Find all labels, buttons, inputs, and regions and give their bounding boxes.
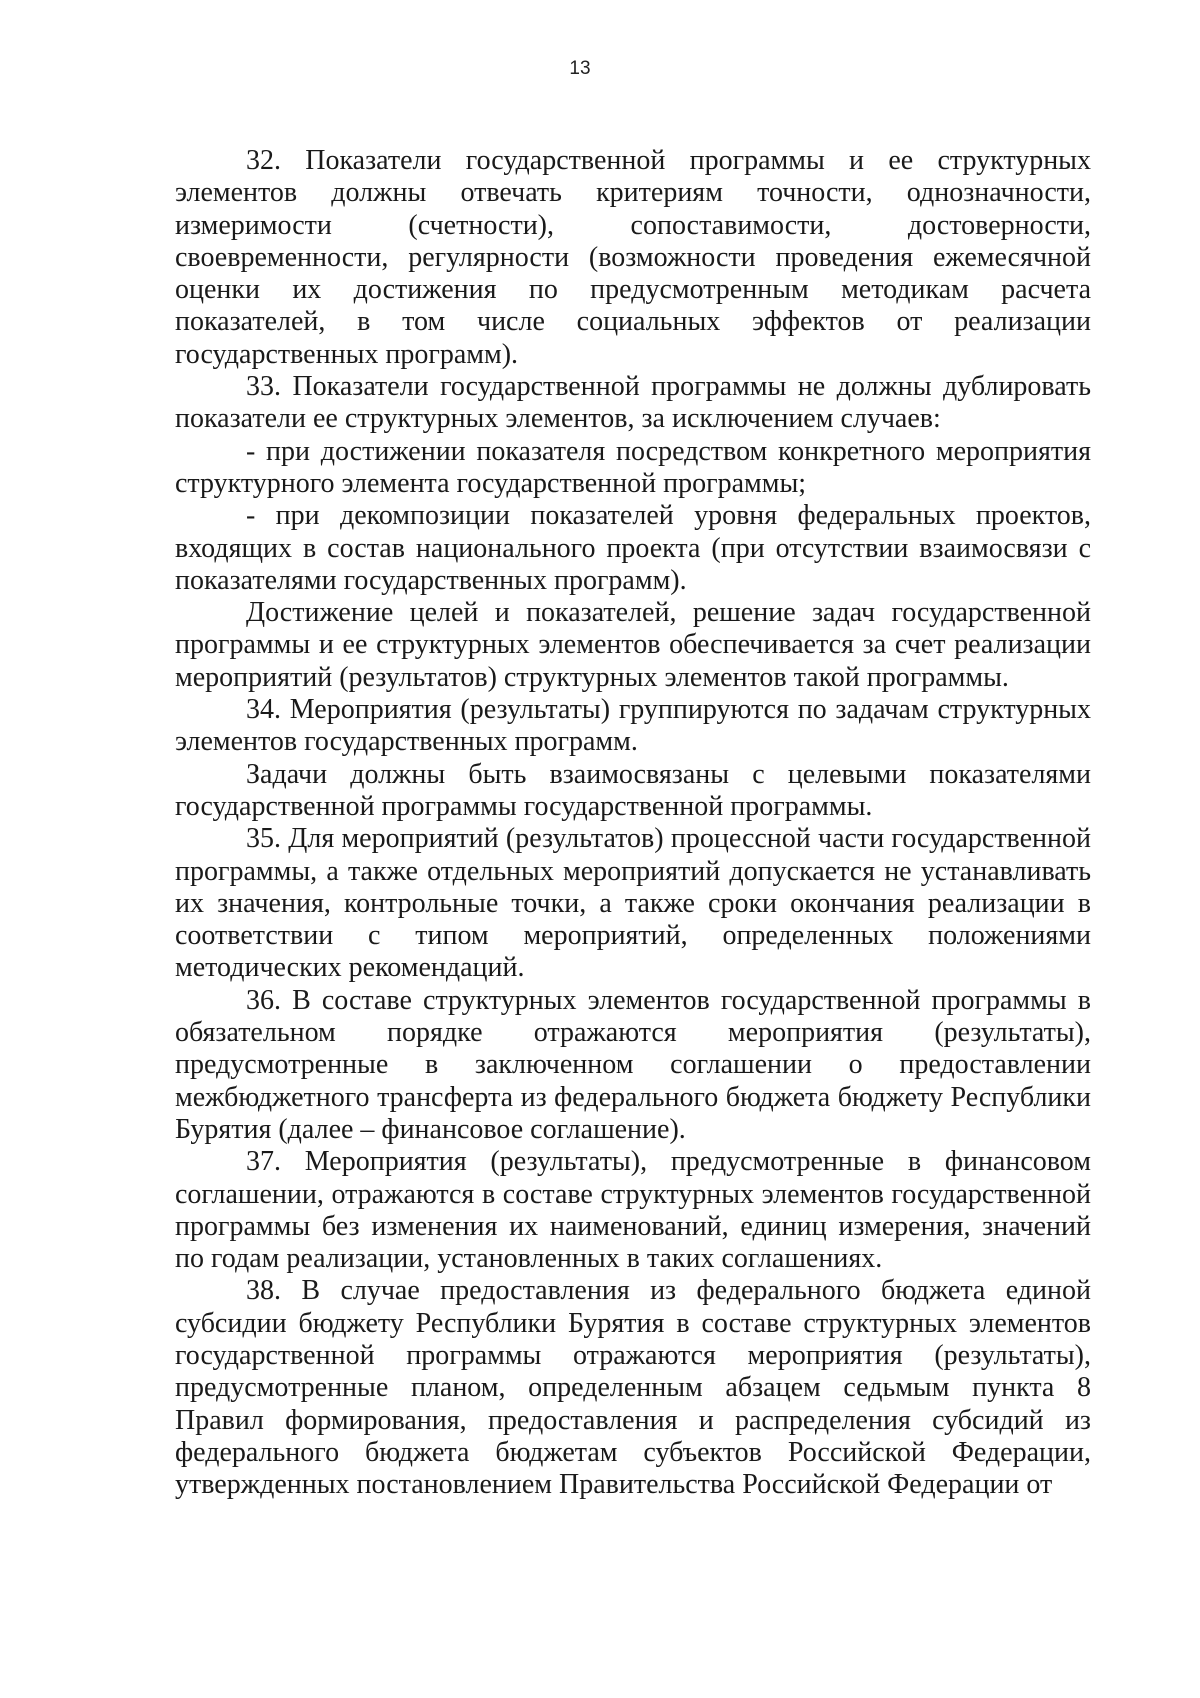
paragraph-34: 34. Мероприятия (результаты) группируются по задачам структурных элементов государственных программ. — [175, 694, 1091, 758]
paragraph-32: 32. Показатели государственной программы и ее структурных элементов должны отвечать критериям точности, однозначности, измеримости (счетности), сопоставимости, достоверности, своевременности, регулярности (возможности проведения ежемесячной оценки их достижения по предусмотренным методикам расчета показателей, в том числе социальных эффектов от реализации государственных программ). — [175, 145, 1091, 370]
paragraph-33-note: Достижение целей и показателей, решение задач государственной программы и ее структурных элементов обеспечивается за счет реализации мероприятий (результатов) структурных элементов такой программы. — [175, 597, 1091, 693]
paragraph-34-note: Задачи должны быть взаимосвязаны с целевыми показателями государственной программы государственной программы. — [175, 758, 1091, 822]
paragraph-33-item-2: - при декомпозиции показателей уровня федеральных проектов, входящих в состав национального проекта (при отсутствии взаимосвязи с показателями государственных программ). — [175, 500, 1091, 596]
page-number: 13 — [569, 58, 591, 79]
paragraph-35: 35. Для мероприятий (результатов) процессной части государственной программы, а также отдельных мероприятий допускается не устанавливать их значения, контрольные точки, а также сроки окончания реализации в соответствии с типом мероприятий, определенных положениями методических рекомендаций. — [175, 823, 1091, 984]
document-body — [175, 145, 1091, 1501]
paragraph-33-item-1: - при достижении показателя посредством конкретного мероприятия структурного элемента государственной программы; — [175, 435, 1091, 499]
paragraph-36: 36. В составе структурных элементов государственной программы в обязательном порядке отражаются мероприятия (результаты), предусмотренные в заключенном соглашении о предоставлении межбюджетного трансферта из федерального бюджета бюджету Республики Бурятия (далее – финансовое соглашение). — [175, 984, 1091, 1145]
paragraph-38: 38. В случае предоставления из федерального бюджета единой субсидии бюджету Республики Бурятия в составе структурных элементов государственной программы отражаются мероприятия (результаты), предусмотренные планом, определенным абзацем седьмым пункта 8 Правил формирования, предоставления и распределения субсидий из федерального бюджета бюджетам субъектов Российской Федерации, утвержденных постановлением Правительства Российской Федерации от — [175, 1275, 1091, 1501]
paragraph-33: 33. Показатели государственной программы не должны дублировать показатели ее структурных элементов, за исключением случаев: — [175, 371, 1091, 435]
paragraph-37: 37. Мероприятия (результаты), предусмотренные в финансовом соглашении, отражаются в составе структурных элементов государственной программы без изменения их наименований, единиц измерения, значений по годам реализации, установленных в таких соглашениях. — [175, 1146, 1091, 1275]
